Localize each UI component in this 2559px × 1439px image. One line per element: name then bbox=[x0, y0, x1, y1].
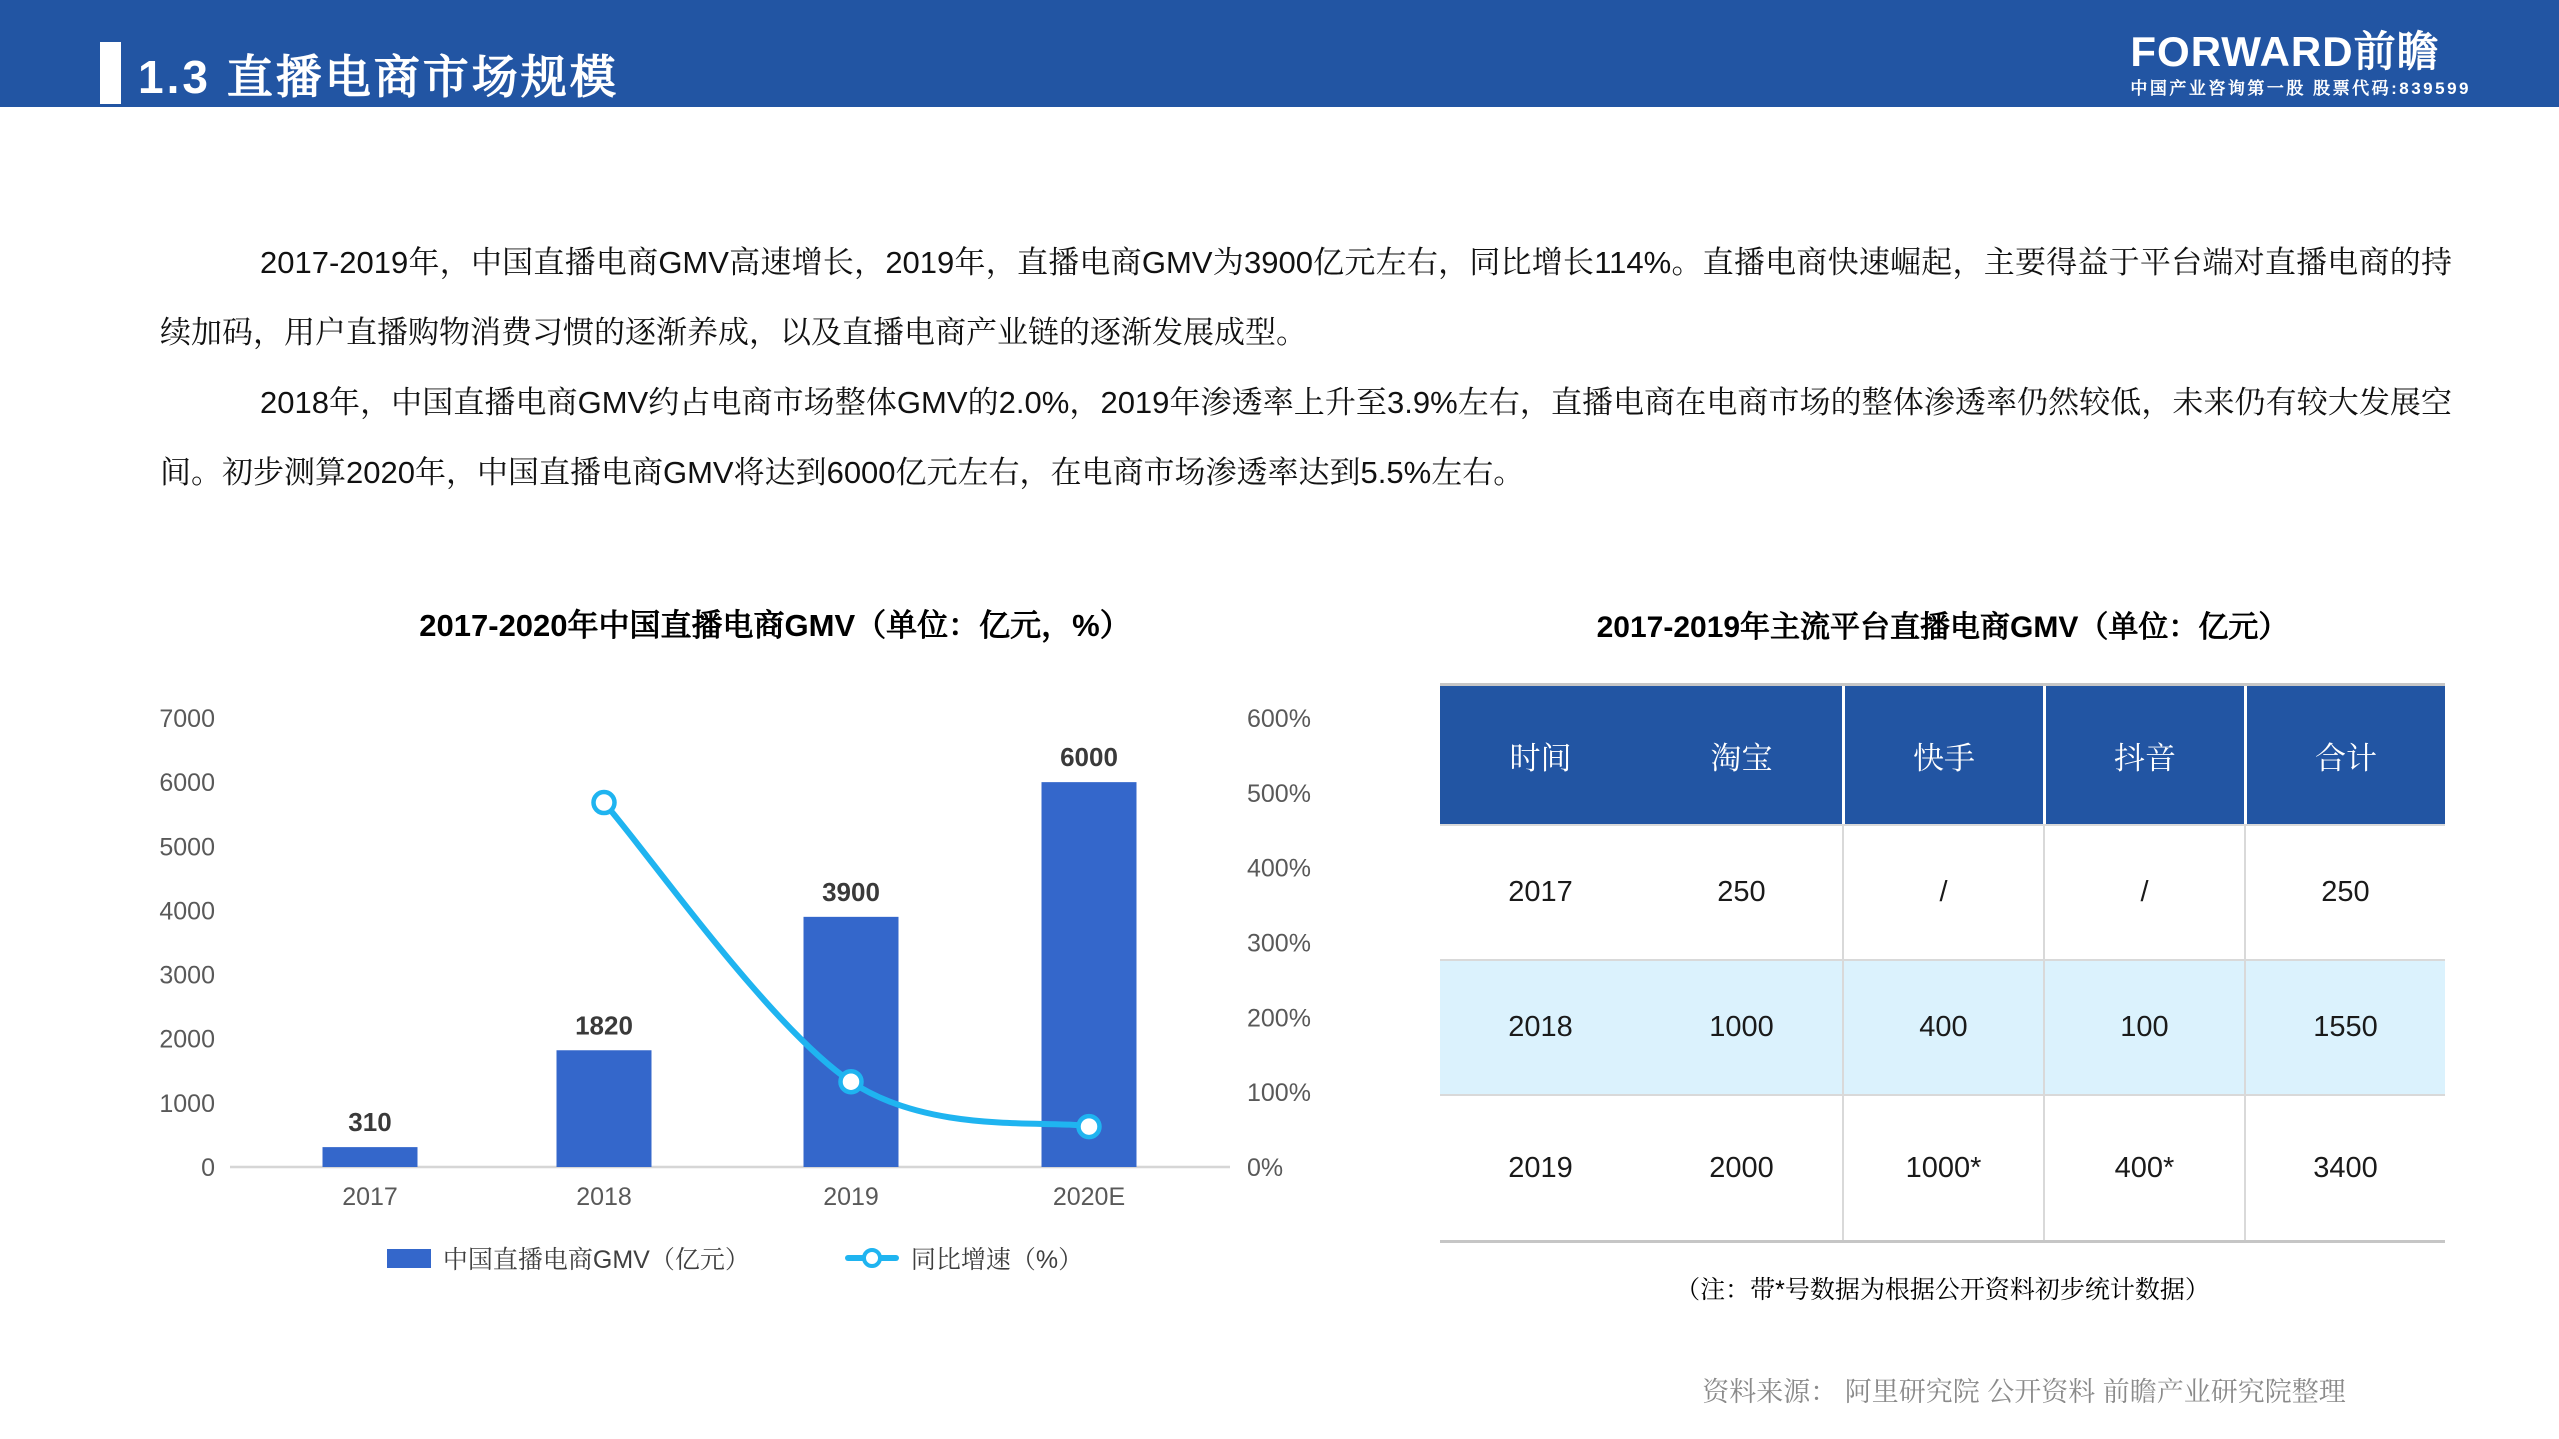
secondary-axis-tick-label: 0% bbox=[1247, 1154, 1284, 1182]
y-axis-tick-label: 6000 bbox=[159, 769, 215, 798]
secondary-axis-tick-label: 300% bbox=[1247, 929, 1311, 958]
body-text-block bbox=[160, 228, 2452, 508]
header-bar bbox=[0, 0, 2559, 107]
y-axis-tick-label: 4000 bbox=[159, 897, 215, 926]
growth-line-marker bbox=[594, 792, 615, 813]
bar-value-label: 1820 bbox=[575, 1010, 633, 1041]
y-axis-tick-label: 1000 bbox=[159, 1089, 215, 1118]
bar-value-label: 310 bbox=[348, 1107, 392, 1138]
bar-series-swatch bbox=[387, 1249, 431, 1268]
line-series-swatch bbox=[845, 1255, 899, 1261]
legend-label-gmv: 中国直播电商GMV（亿元） bbox=[442, 1246, 750, 1274]
table-cell: 250 bbox=[2244, 824, 2445, 959]
data-source: 资料来源： 阿里研究院 公开资料 前瞻产业研究院整理 bbox=[1702, 1377, 2346, 1407]
growth-line-marker bbox=[1079, 1116, 1100, 1137]
forward-logo bbox=[2130, 30, 2471, 98]
secondary-axis-tick-label: 500% bbox=[1247, 779, 1311, 808]
table-header-cell: 快手 bbox=[1842, 686, 2043, 824]
bar bbox=[804, 917, 899, 1167]
line-series-marker bbox=[862, 1248, 882, 1268]
y-axis-tick-label: 5000 bbox=[159, 833, 215, 862]
table-header-cell: 时间 bbox=[1440, 686, 1641, 824]
table-cell: 2000 bbox=[1641, 1094, 1842, 1240]
bar-value-label: 6000 bbox=[1060, 742, 1118, 773]
legend-item-gmv bbox=[387, 1240, 750, 1276]
secondary-axis-tick-label: 200% bbox=[1247, 1004, 1311, 1033]
chart-legend bbox=[110, 1240, 1360, 1276]
platform-gmv-table bbox=[1440, 683, 2445, 1243]
logo-brand-text: FORWARD前瞻 bbox=[2130, 28, 2440, 75]
x-axis-label: 2019 bbox=[823, 1183, 879, 1211]
table-cell: 400 bbox=[1842, 959, 2043, 1094]
table-note: （注：带*号数据为根据公开资料初步统计数据） bbox=[1675, 1276, 2210, 1304]
y-axis-tick-label: 2000 bbox=[159, 1025, 215, 1054]
table-cell: 3400 bbox=[2244, 1094, 2445, 1240]
bar-value-label: 3900 bbox=[822, 876, 880, 907]
table-cell: 2017 bbox=[1440, 824, 1641, 959]
legend-item-growth bbox=[845, 1240, 1083, 1276]
legend-label-growth: 同比增速（%） bbox=[910, 1246, 1084, 1274]
x-axis-label: 2018 bbox=[576, 1183, 632, 1211]
table-cell: / bbox=[1842, 824, 2043, 959]
growth-line-marker bbox=[841, 1071, 862, 1092]
table-cell: 1550 bbox=[2244, 959, 2445, 1094]
table-cell: 2018 bbox=[1440, 959, 1641, 1094]
y-axis-tick-label: 3000 bbox=[159, 961, 215, 990]
table-cell: 1000* bbox=[1842, 1094, 2043, 1240]
y-axis-tick-label: 7000 bbox=[159, 705, 215, 733]
x-axis-label: 2017 bbox=[342, 1183, 398, 1211]
secondary-axis-tick-label: 600% bbox=[1247, 705, 1311, 733]
bar bbox=[323, 1147, 418, 1167]
gmv-chart bbox=[110, 690, 1360, 1235]
table-cell: 2019 bbox=[1440, 1094, 1641, 1240]
table-header-cell: 合计 bbox=[2244, 686, 2445, 824]
title-accent-bar bbox=[100, 42, 121, 104]
chart-title: 2017-2020年中国直播电商GMV（单位：亿元，%） bbox=[419, 608, 1131, 643]
logo-tagline: 中国产业咨询第一股 股票代码:839599 bbox=[2130, 79, 2471, 98]
paragraph-2: 2018年，中国直播电商GMV约占电商市场整体GMV的2.0%，2019年渗透率上升至3.9%左右，直播电商在电商市场的整体渗透率仍然较低，未来仍有较大发展空间。初步测算2020年，中国直播电商GMV将达到6000亿元左右，在电商市场渗透率达到5.5%左右。 bbox=[160, 385, 2452, 490]
x-axis-label: 2020E bbox=[1052, 1183, 1126, 1211]
table-cell: 400* bbox=[2043, 1094, 2244, 1240]
y-axis-tick-label: 0 bbox=[201, 1154, 215, 1182]
table-cell: 1000 bbox=[1641, 959, 1842, 1094]
table-title: 2017-2019年主流平台直播电商GMV（单位：亿元） bbox=[1596, 611, 2289, 644]
bar bbox=[1042, 782, 1137, 1167]
table-cell: 100 bbox=[2043, 959, 2244, 1094]
table-cell: / bbox=[2043, 824, 2244, 959]
paragraph-1: 2017-2019年，中国直播电商GMV高速增长，2019年，直播电商GMV为3900亿元左右，同比增长114%。直播电商快速崛起，主要得益于平台端对直播电商的持续加码，用户直播购物消费习惯的逐渐养成，以及直播电商产业链的逐渐发展成型。 bbox=[160, 245, 2452, 350]
secondary-axis-tick-label: 400% bbox=[1247, 854, 1311, 883]
page-title: 1.3 直播电商市场规模 bbox=[138, 51, 619, 103]
table-header-cell: 淘宝 bbox=[1641, 686, 1842, 824]
bar bbox=[557, 1050, 652, 1167]
table-header-cell: 抖音 bbox=[2043, 686, 2244, 824]
table-cell: 250 bbox=[1641, 824, 1842, 959]
secondary-axis-tick-label: 100% bbox=[1247, 1079, 1311, 1108]
chart-svg bbox=[110, 690, 1360, 1235]
